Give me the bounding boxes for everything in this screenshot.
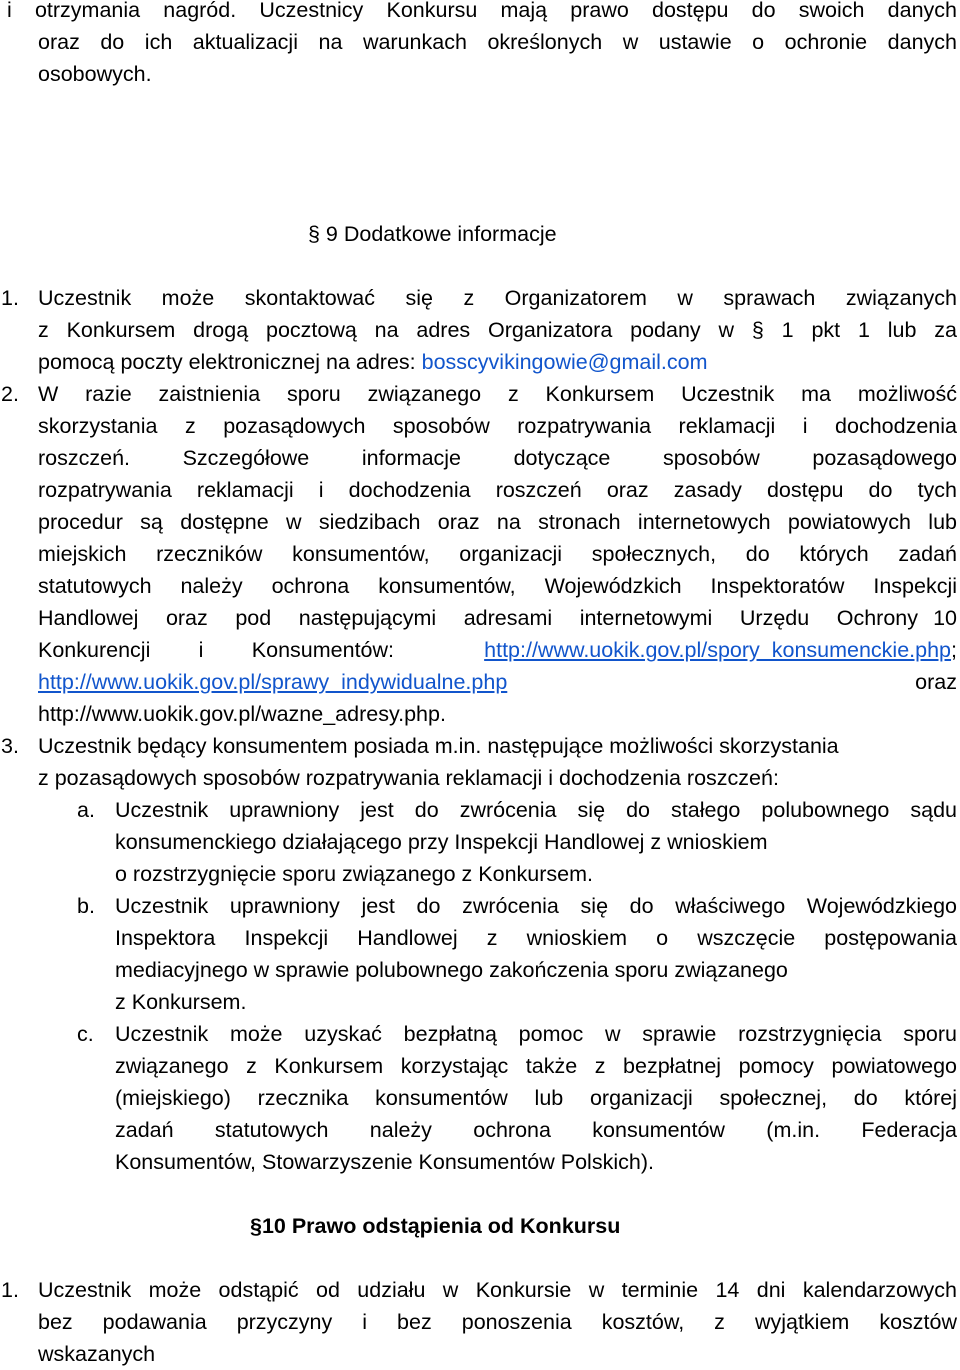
item3b-line-4: z Konkursem. — [115, 990, 247, 1014]
intro-line-2: oraz do ich aktualizacji na warunkach określonych w ustawie o ochronie danych — [38, 30, 957, 54]
item3b-line-2: Inspektora Inspekcji Handlowej z wnioskiem o wszczęcie postępowania — [115, 926, 957, 950]
uokik-spory-link[interactable]: http://www.uokik.gov.pl/spory_konsumenckie.php — [484, 638, 952, 662]
item2-line-9-links — [484, 634, 957, 666]
list-number: 2. — [1, 382, 19, 406]
list-number: 1. — [1, 286, 19, 310]
list-letter: b. — [77, 894, 95, 918]
item2-line-9-end: ; — [951, 638, 957, 662]
item3b-line-1: Uczestnik uprawniony jest do zwrócenia się do właściwego Wojewódzkiego — [115, 894, 957, 918]
item2-line-4: rozpatrywania reklamacji i dochodzenia roszczeń oraz zasady dostępu do tych — [38, 478, 957, 502]
item1-line-1: Uczestnik może skontaktować się z Organizatorem w sprawach związanych — [38, 286, 957, 310]
item1-line-3 — [38, 346, 708, 378]
item3a-line-1: Uczestnik uprawniony jest do zwrócenia się do stałego polubownego sądu — [115, 798, 957, 822]
section-9-heading: § 9 Dodatkowe informacje — [308, 222, 557, 246]
item1-line-2: z Konkursem drogą pocztową na adres Organizatora podany w § 1 pkt 1 lub za — [38, 318, 957, 342]
item3a-line-2: konsumenckiego działającego przy Inspekcji Handlowej z wnioskiem — [115, 830, 768, 854]
item3a-line-3: o rozstrzygnięcie sporu związanego z Konkursem. — [115, 862, 593, 886]
item3b-line-3: mediacyjnego w sprawie polubownego zakończenia sporu związanego — [115, 958, 788, 982]
item3c-line-5: Konsumentów, Stowarzyszenie Konsumentów Polskich). — [115, 1150, 654, 1174]
uokik-sprawy-link[interactable]: http://www.uokik.gov.pl/sprawy_indywidualne.php — [38, 670, 508, 694]
email-link[interactable]: bosscyvikingowie@gmail.com — [421, 350, 708, 374]
s10-item1-line-2: bez podawania przyczyny i bez ponoszenia kosztów, z wyjątkiem kosztów — [38, 1310, 957, 1334]
item2-line-6: miejskich rzeczników konsumentów, organizacji społecznych, do których zadań — [38, 542, 957, 566]
item2-line-10 — [38, 666, 957, 698]
item3c-line-1: Uczestnik może uzyskać bezpłatną pomoc w sprawie rozstrzygnięcia sporu — [115, 1022, 957, 1046]
item3c-line-4: zadań statutowych należy ochrona konsumentów (m.in. Federacja — [115, 1118, 957, 1142]
item2-line-3: roszczeń. Szczegółowe informacje dotyczące sposobów pozasądowego — [38, 446, 957, 470]
item2-line-10-end: oraz — [915, 670, 957, 694]
intro-line-3: osobowych. — [38, 62, 152, 86]
item2-line-8 — [38, 602, 957, 634]
section-10-heading: §10 Prawo odstąpienia od Konkursu — [250, 1214, 621, 1238]
list-number: 1. — [1, 1278, 19, 1302]
item2-line-2: skorzystania z pozasądowych sposobów rozpatrywania reklamacji i dochodzenia — [38, 414, 957, 438]
item2-line-7: statutowych należy ochrona konsumentów, Wojewódzkich Inspektoratów Inspekcji — [38, 574, 957, 598]
item1-line-3-text: pomocą poczty elektronicznej na adres: — [38, 350, 422, 374]
item2-line-9-text-wrap — [38, 634, 394, 666]
item2-line-8-text: Handlowej oraz pod następującymi adresami internetowymi Urzędu Ochrony — [38, 606, 918, 630]
list-letter: c. — [77, 1022, 94, 1046]
item2-line-9-word-1: Konkurencji — [38, 638, 151, 662]
item3-line-1: Uczestnik będący konsumentem posiada m.in. następujące możliwości skorzystania — [38, 734, 839, 758]
intro-line-1: i otrzymania nagród. Uczestnicy Konkursu mają prawo dostępu do swoich danych — [7, 0, 957, 22]
s10-item1-line-3: wskazanych — [38, 1342, 156, 1366]
item2-line-9-word-3: Konsumentów: — [251, 638, 394, 662]
item2-line-11: http://www.uokik.gov.pl/wazne_adresy.php. — [38, 702, 446, 726]
item3c-line-2: związanego z Konkursem korzystając także z bezpłatnej pomocy powiatowego — [115, 1054, 957, 1078]
list-number: 3. — [1, 734, 19, 758]
item3-line-2: z pozasądowych sposobów rozpatrywania reklamacji i dochodzenia roszczeń: — [38, 766, 779, 790]
item2-line-9 — [38, 634, 957, 666]
item2-line-9-word-2: i — [198, 638, 204, 662]
item2-line-8-number: 10 — [933, 606, 957, 630]
item3c-line-3: (miejskiego) rzecznika konsumentów lub organizacji społecznej, do której — [115, 1086, 957, 1110]
item2-line-5: procedur są dostępne w siedzibach oraz na stronach internetowych powiatowych lub — [38, 510, 957, 534]
s10-item1-line-1: Uczestnik może odstąpić od udziału w Konkursie w terminie 14 dni kalendarzowych — [38, 1278, 957, 1302]
list-letter: a. — [77, 798, 95, 822]
item2-line-1: W razie zaistnienia sporu związanego z Konkursem Uczestnik ma możliwość — [38, 382, 957, 406]
